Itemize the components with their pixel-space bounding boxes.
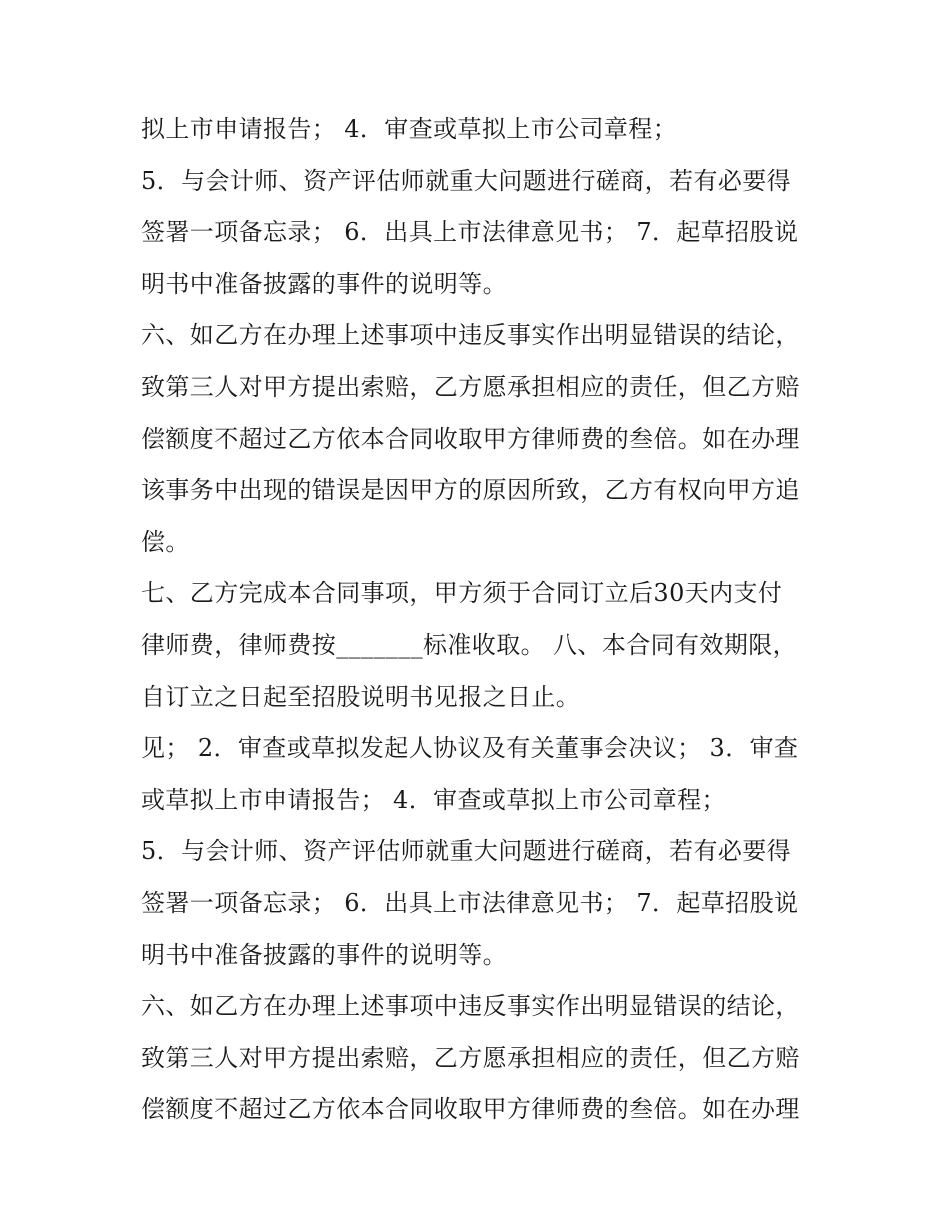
text-line: 七、乙方完成本合同事项，甲方须于合同订立后30天内支付 (141, 579, 783, 608)
text-line: 5．与会计师、资产评估师就重大问题进行磋商，若有必要得 (141, 166, 792, 195)
text-line: 偿额度不超过乙方依本合同收取甲方律师费的叁倍。如在办理 (141, 424, 800, 453)
text-line: 见； 2．审查或草拟发起人协议及有关董事会决议； 3．审查 (141, 734, 799, 763)
text-line: 六、如乙方在办理上述事项中违反事实作出明显错误的结论， (141, 321, 800, 350)
text-line: 致第三人对甲方提出索赔，乙方愿承担相应的责任，但乙方赔 (141, 1043, 800, 1072)
text-line: 明书中准备披露的事件的说明等。 (141, 940, 507, 969)
text-line: 5．与会计师、资产评估师就重大问题进行磋商，若有必要得 (141, 837, 792, 866)
text-line: 偿额度不超过乙方依本合同收取甲方律师费的叁倍。如在办理 (141, 1095, 800, 1124)
text-line: 明书中准备披露的事件的说明等。 (141, 269, 507, 298)
text-line: 该事务中出现的错误是因甲方的原因所致，乙方有权向甲方追 (141, 476, 800, 505)
text-line: 或草拟上市申请报告； 4．审查或草拟上市公司章程； (141, 785, 726, 814)
text-line: 签署一项备忘录； 6．出具上市法律意见书； 7．起草招股说 (141, 888, 799, 917)
text-line: 自订立之日起至招股说明书见报之日止。 (141, 682, 581, 711)
document-body (141, 104, 821, 1136)
text-line: 致第三人对甲方提出索赔，乙方愿承担相应的责任，但乙方赔 (141, 372, 800, 401)
text-line: 拟上市申请报告； 4．审查或草拟上市公司章程； (141, 115, 678, 143)
text-line: 签署一项备忘录； 6．出具上市法律意见书； 7．起草招股说 (141, 218, 799, 247)
text-line: 偿。 (141, 527, 190, 556)
text-line: 六、如乙方在办理上述事项中违反事实作出明显错误的结论， (141, 992, 800, 1021)
text-line: 律师费，律师费按_______标准收取。 八、本合同有效期限， (141, 630, 798, 659)
